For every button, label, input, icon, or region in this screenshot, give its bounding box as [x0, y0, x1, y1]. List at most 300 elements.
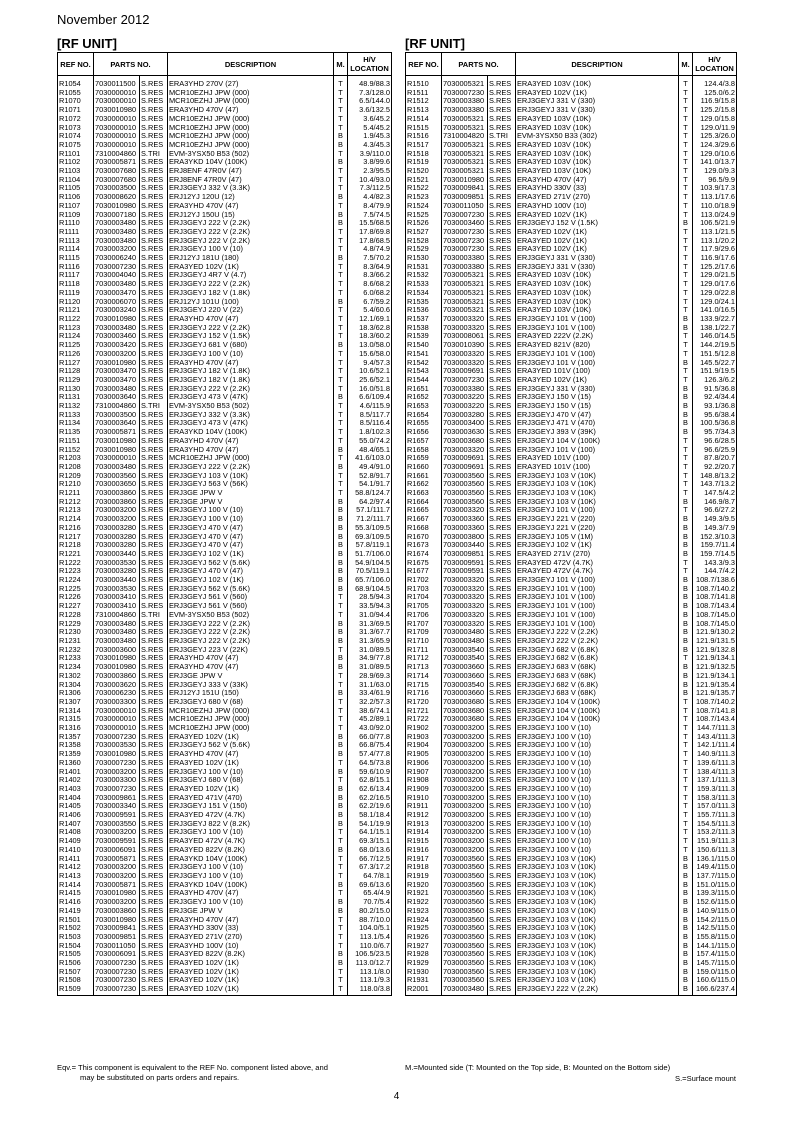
hv-location-cell: 3.6/45.2 — [348, 115, 392, 124]
part-type-cell: S.RES — [488, 846, 516, 855]
mounted-side-cell: B — [334, 898, 348, 907]
ref-no-cell: R1706 — [406, 611, 442, 620]
part-type-cell: S.RES — [488, 254, 516, 263]
part-type-cell: S.RES — [140, 280, 168, 289]
parts-no-cell: 7030007230 — [94, 985, 140, 995]
description-cell: ERA3YHD 470V (47) — [168, 916, 334, 925]
hv-location-cell: 8.3/66.2 — [348, 271, 392, 280]
parts-no-cell: 7030003470 — [94, 376, 140, 385]
part-type-cell: S.RES — [140, 637, 168, 646]
parts-no-cell: 7030005871 — [94, 855, 140, 864]
mounted-side-cell: T — [334, 889, 348, 898]
table-row — [58, 820, 392, 829]
mounted-side-cell: T — [334, 437, 348, 446]
col-header-ref: REF NO. — [58, 53, 94, 76]
parts-table-right-body — [406, 76, 737, 996]
hv-location-cell: 54.1/91.7 — [348, 480, 392, 489]
part-type-cell: S.RES — [140, 602, 168, 611]
description-cell: ERJ3GEYJ 105 V (1M) — [516, 533, 679, 542]
parts-no-cell: 7030003200 — [94, 863, 140, 872]
description-cell: ERA3YED 101V (100) — [516, 454, 679, 463]
description-cell: ERJ3GEYJ 103 V (10K) — [516, 907, 679, 916]
mounted-side-cell: B — [334, 881, 348, 890]
mounted-side-cell: B — [679, 881, 693, 890]
mounted-side-cell: T — [679, 454, 693, 463]
part-type-cell: S.RES — [140, 968, 168, 977]
part-type-cell: S.RES — [488, 968, 516, 977]
mounted-side-cell: T — [334, 976, 348, 985]
table-row — [406, 76, 737, 89]
ref-no-cell: R1925 — [406, 924, 442, 933]
mounted-side-cell: T — [679, 559, 693, 568]
description-cell: ERJ3GEYJ 103 V (10K) — [168, 472, 334, 481]
parts-no-cell: 7030009591 — [442, 567, 488, 576]
parts-no-cell: 7030003400 — [442, 419, 488, 428]
table-row — [58, 576, 392, 585]
part-type-cell: S.RES — [140, 794, 168, 803]
hv-location-cell: 143.3/9.3 — [693, 559, 737, 568]
part-type-cell: S.RES — [488, 524, 516, 533]
parts-no-cell: 7030003200 — [442, 828, 488, 837]
mounted-side-cell: T — [334, 611, 348, 620]
hv-location-cell: 8.3/64.9 — [348, 263, 392, 272]
table-row — [406, 559, 737, 568]
mounted-side-cell: B — [679, 968, 693, 977]
table-row — [406, 89, 737, 98]
description-cell: ERJ3GEYJ 151 V (150) — [168, 802, 334, 811]
table-row — [406, 837, 737, 846]
table-row — [406, 759, 737, 768]
ref-no-cell: R1304 — [58, 681, 94, 690]
part-type-cell: S.RES — [140, 202, 168, 211]
description-cell: ERA3YHD 330V (33) — [168, 924, 334, 933]
description-cell: ERJ3GEYJ 100 V (10) — [168, 506, 334, 515]
hv-location-cell: 103.9/17.3 — [693, 184, 737, 193]
description-cell: ERJ3GEYJ 561 V (560) — [168, 593, 334, 602]
mounted-side-cell: T — [679, 376, 693, 385]
mounted-side-cell: B — [334, 446, 348, 455]
parts-no-cell: 7030003680 — [442, 437, 488, 446]
part-type-cell: S.RES — [488, 802, 516, 811]
table-row — [58, 602, 392, 611]
ref-no-cell: R1504 — [58, 942, 94, 951]
mounted-side-cell: B — [334, 219, 348, 228]
mounted-side-cell: B — [334, 846, 348, 855]
ref-no-cell: R1359 — [58, 750, 94, 759]
hv-location-cell: 6.6/109.4 — [348, 393, 392, 402]
parts-no-cell: 7030003320 — [442, 602, 488, 611]
hv-location-cell: 151.9/111.3 — [693, 837, 737, 846]
part-type-cell: S.RES — [488, 298, 516, 307]
table-row — [406, 376, 737, 385]
description-cell: ERA3YHD 470V (47) — [516, 176, 679, 185]
hv-location-cell: 108.7/141.8 — [693, 707, 737, 716]
table-row — [406, 115, 737, 124]
parts-no-cell: 7030003560 — [442, 959, 488, 968]
hv-location-cell: 69.3/109.5 — [348, 533, 392, 542]
ref-no-cell: R1930 — [406, 968, 442, 977]
mounted-side-cell: T — [334, 489, 348, 498]
part-type-cell: S.RES — [488, 942, 516, 951]
mounted-side-cell: B — [679, 428, 693, 437]
part-type-cell: S.RES — [488, 271, 516, 280]
ref-no-cell: R1928 — [406, 950, 442, 959]
table-row — [406, 898, 737, 907]
parts-no-cell: 7030003560 — [442, 472, 488, 481]
parts-no-cell: 7030005321 — [442, 124, 488, 133]
description-cell: ERJ3GEYJ 222 V (2.2K) — [516, 985, 679, 995]
table-row — [406, 976, 737, 985]
description-cell: ERJ3GEYJ 682 V (6.8K) — [516, 654, 679, 663]
parts-no-cell: 7030003200 — [442, 750, 488, 759]
table-row — [406, 158, 737, 167]
mounted-side-cell: B — [334, 550, 348, 559]
description-cell: ERA3YED 102V (1K) — [516, 237, 679, 246]
part-type-cell: S.RES — [140, 707, 168, 716]
part-type-cell: S.RES — [140, 498, 168, 507]
mounted-side-cell: T — [334, 306, 348, 315]
col-header-description: DESCRIPTION — [168, 53, 334, 76]
description-cell: ERJ3GEYJ 100 V (10) — [516, 811, 679, 820]
description-cell: ERJ3GEYJ 222 V (2.2K) — [168, 280, 334, 289]
mounted-side-cell: T — [334, 324, 348, 333]
hv-location-cell: 48.4/65.1 — [348, 446, 392, 455]
table-row — [58, 811, 392, 820]
ref-no-cell: R1715 — [406, 681, 442, 690]
hv-location-cell: 62.8/15.1 — [348, 776, 392, 785]
parts-no-cell: 7030003480 — [94, 385, 140, 394]
description-cell: ERJ3GEYJ 152 V (1.5K) — [516, 219, 679, 228]
parts-no-cell: 7030009591 — [442, 559, 488, 568]
mounted-side-cell: B — [334, 628, 348, 637]
mounted-side-cell: T — [679, 350, 693, 359]
mounted-side-cell: T — [679, 341, 693, 350]
hv-location-cell: 70.7/5.4 — [348, 898, 392, 907]
hv-location-cell: 166.6/237.4 — [693, 985, 737, 995]
hv-location-cell: 31.3/69.5 — [348, 620, 392, 629]
ref-no-cell: R1306 — [58, 689, 94, 698]
part-type-cell: S.RES — [488, 593, 516, 602]
mounted-side-cell: T — [334, 359, 348, 368]
mounted-side-cell: B — [679, 411, 693, 420]
hv-location-cell: 7.3/128.0 — [348, 89, 392, 98]
hv-location-cell: 121.9/135.4 — [693, 681, 737, 690]
hv-location-cell: 88.7/10.0 — [348, 916, 392, 925]
ref-no-cell: R1133 — [58, 411, 94, 420]
description-cell: ERJ3GEYJ 103 V (10K) — [516, 480, 679, 489]
description-cell: ERJ3GE JPW V — [168, 498, 334, 507]
description-cell: ERJ3GEYJ 471 V (470) — [516, 419, 679, 428]
hv-location-cell: 108.7/140.2 — [693, 698, 737, 707]
part-type-cell: S.RES — [140, 654, 168, 663]
table-row — [406, 924, 737, 933]
mounted-side-cell: B — [679, 889, 693, 898]
hv-location-cell: 65.7/106.0 — [348, 576, 392, 585]
table-row — [406, 541, 737, 550]
table-row — [406, 150, 737, 159]
table-row — [406, 245, 737, 254]
ref-no-cell: R1119 — [58, 289, 94, 298]
mounted-side-cell: T — [334, 672, 348, 681]
mounted-side-cell: T — [334, 855, 348, 864]
hv-location-cell: 108.7/141.8 — [693, 593, 737, 602]
hv-location-cell: 45.2/89.1 — [348, 715, 392, 724]
table-row — [406, 707, 737, 716]
ref-no-cell: R1921 — [406, 889, 442, 898]
ref-no-cell: R1106 — [58, 193, 94, 202]
hv-location-cell: 140.9/111.3 — [693, 750, 737, 759]
table-row — [406, 550, 737, 559]
part-type-cell: S.RES — [140, 419, 168, 428]
table-row — [58, 794, 392, 803]
part-type-cell: S.RES — [488, 184, 516, 193]
part-type-cell: S.RES — [488, 306, 516, 315]
part-type-cell: S.RES — [488, 193, 516, 202]
table-row — [58, 141, 392, 150]
table-row — [58, 950, 392, 959]
description-cell: ERJ3GEYJ 470 V (47) — [168, 533, 334, 542]
parts-no-cell: 7030007180 — [94, 211, 140, 220]
col-header-mounted: M. — [334, 53, 348, 76]
parts-no-cell: 7030006091 — [94, 950, 140, 959]
hv-location-cell: 57.4/77.8 — [348, 750, 392, 759]
table-row — [406, 916, 737, 925]
parts-no-cell: 7030003380 — [442, 97, 488, 106]
description-cell: ERJ3GEYJ 104 V (100K) — [516, 698, 679, 707]
ref-no-cell: R1218 — [58, 541, 94, 550]
ref-no-cell: R1152 — [58, 446, 94, 455]
ref-no-cell: R1224 — [58, 576, 94, 585]
parts-no-cell: 7030003560 — [442, 942, 488, 951]
hv-location-cell: 64.7/8.1 — [348, 872, 392, 881]
ref-no-cell: R1104 — [58, 176, 94, 185]
ref-no-cell: R1411 — [58, 855, 94, 864]
part-type-cell: S.RES — [488, 419, 516, 428]
table-row — [58, 498, 392, 507]
description-cell: ERA3YHD 470V (47) — [168, 106, 334, 115]
mounted-side-cell: T — [334, 367, 348, 376]
ref-no-cell: R1212 — [58, 498, 94, 507]
part-type-cell: S.RES — [140, 698, 168, 707]
description-cell: ERA3YED 271V (270) — [516, 550, 679, 559]
description-cell: ERJ3GEYJ 103 V (10K) — [516, 942, 679, 951]
col-header-parts: PARTS NO. — [94, 53, 168, 76]
table-row — [58, 254, 392, 263]
hv-location-cell: 149.4/115.0 — [693, 863, 737, 872]
hv-location-cell: 155.7/111.3 — [693, 811, 737, 820]
table-row — [406, 855, 737, 864]
ref-no-cell: R1663 — [406, 489, 442, 498]
part-type-cell: S.RES — [488, 863, 516, 872]
part-type-cell: S.RES — [140, 733, 168, 742]
ref-no-cell: R1518 — [406, 150, 442, 159]
part-type-cell: S.RES — [140, 515, 168, 524]
parts-no-cell: 7030009851 — [442, 550, 488, 559]
table-row — [58, 219, 392, 228]
parts-no-cell: 7030003540 — [442, 681, 488, 690]
hv-location-cell: 87.8/20.7 — [693, 454, 737, 463]
ref-no-cell: R1653 — [406, 402, 442, 411]
ref-no-cell: R1209 — [58, 472, 94, 481]
mounted-side-cell: B — [679, 550, 693, 559]
part-type-cell: S.RES — [140, 550, 168, 559]
mounted-side-cell: T — [334, 593, 348, 602]
table-row — [58, 115, 392, 124]
description-cell: ERJ12YJ 181U (180) — [168, 254, 334, 263]
parts-no-cell: 7030003640 — [94, 393, 140, 402]
table-row — [406, 332, 737, 341]
mounted-side-cell: B — [679, 385, 693, 394]
parts-no-cell: 7030005321 — [442, 115, 488, 124]
part-type-cell: S.RES — [140, 411, 168, 420]
parts-no-cell: 7030010980 — [94, 106, 140, 115]
table-row — [406, 776, 737, 785]
mounted-side-cell: T — [334, 454, 348, 463]
parts-no-cell: 7030008620 — [94, 193, 140, 202]
description-cell: ERJ3GEYJ 103 V (10K) — [516, 968, 679, 977]
parts-no-cell: 7030007230 — [442, 376, 488, 385]
table-row — [58, 889, 392, 898]
part-type-cell: S.RES — [488, 881, 516, 890]
part-type-cell: S.RES — [488, 176, 516, 185]
ref-no-cell: R1510 — [406, 76, 442, 89]
description-cell: ERJ3GEYJ 680 V (68) — [168, 776, 334, 785]
description-cell: ERJ8ENF 47R0V (47) — [168, 176, 334, 185]
parts-no-cell: 7030003560 — [442, 881, 488, 890]
table-row — [406, 637, 737, 646]
description-cell: ERA3YED 103V (10K) — [516, 150, 679, 159]
ref-no-cell: R1360 — [58, 759, 94, 768]
hv-location-cell: 8.4/79.9 — [348, 202, 392, 211]
ref-no-cell: R1222 — [58, 559, 94, 568]
parts-no-cell: 7030006240 — [94, 254, 140, 263]
mounted-side-cell: T — [334, 167, 348, 176]
part-type-cell: S.RES — [140, 106, 168, 115]
mounted-side-cell: T — [679, 768, 693, 777]
parts-no-cell: 7030010980 — [94, 916, 140, 925]
description-cell: ERJ3GEYJ 680 V (68) — [168, 698, 334, 707]
ref-no-cell: R1075 — [58, 141, 94, 150]
table-row — [58, 559, 392, 568]
table-row — [58, 898, 392, 907]
description-cell: ERJ3GEYJ 222 V (2.2K) — [168, 385, 334, 394]
ref-no-cell: R1521 — [406, 176, 442, 185]
mounted-side-cell: B — [334, 158, 348, 167]
description-cell: ERJ3GEYJ 101 V (100) — [516, 611, 679, 620]
part-type-cell: S.RES — [488, 559, 516, 568]
description-cell: EVM-3YSX50 B53 (502) — [168, 611, 334, 620]
mounted-side-cell: B — [679, 959, 693, 968]
ref-no-cell: R1130 — [58, 385, 94, 394]
part-type-cell: S.RES — [140, 959, 168, 968]
parts-no-cell: 7030007230 — [94, 785, 140, 794]
table-row — [58, 881, 392, 890]
parts-no-cell: 7030003200 — [442, 802, 488, 811]
table-row — [58, 628, 392, 637]
parts-no-cell: 7030007230 — [94, 968, 140, 977]
hv-location-cell: 108.7/140.2 — [693, 585, 737, 594]
hv-location-cell: 140.9/115.0 — [693, 907, 737, 916]
description-cell: ERA3YED 102V (1K) — [516, 245, 679, 254]
part-type-cell: S.RES — [488, 985, 516, 995]
col-header-parts: PARTS NO. — [442, 53, 516, 76]
ref-no-cell: R1913 — [406, 820, 442, 829]
hv-location-cell: 48.9/88.3 — [348, 76, 392, 89]
parts-no-cell: 7030005321 — [442, 306, 488, 315]
part-type-cell: S.RES — [140, 141, 168, 150]
parts-no-cell: 7030003540 — [442, 646, 488, 655]
mounted-side-cell: B — [334, 576, 348, 585]
parts-no-cell: 7030005321 — [442, 298, 488, 307]
ref-no-cell: R1511 — [406, 89, 442, 98]
table-row — [58, 933, 392, 942]
mounted-side-cell: T — [334, 924, 348, 933]
description-cell: ERJ3GEYJ 222 V (2.2K) — [168, 628, 334, 637]
ref-no-cell: R1917 — [406, 855, 442, 864]
hv-location-cell: 158.3/111.3 — [693, 794, 737, 803]
table-row — [406, 350, 737, 359]
description-cell: ERA3YED 103V (10K) — [516, 167, 679, 176]
hv-location-cell: 31.0/89.5 — [348, 646, 392, 655]
description-cell: ERA3YHD 470V (47) — [168, 663, 334, 672]
ref-no-cell: R1927 — [406, 942, 442, 951]
description-cell: ERJ3GEYJ 222 V (2.2K) — [168, 219, 334, 228]
hv-location-cell: 1.9/45.3 — [348, 132, 392, 141]
table-row — [406, 533, 737, 542]
part-type-cell: S.RES — [140, 132, 168, 141]
hv-location-cell: 15.6/58.0 — [348, 350, 392, 359]
table-row — [406, 567, 737, 576]
part-type-cell: S.RES — [140, 211, 168, 220]
parts-no-cell: 7030003200 — [442, 837, 488, 846]
mounted-side-cell: T — [334, 106, 348, 115]
ref-no-cell: R1904 — [406, 741, 442, 750]
ref-no-cell: R1714 — [406, 672, 442, 681]
ref-no-cell: R1121 — [58, 306, 94, 315]
parts-no-cell: 7030009841 — [442, 184, 488, 193]
part-type-cell: S.RES — [488, 359, 516, 368]
ref-no-cell: R1675 — [406, 559, 442, 568]
hv-location-cell: 104.0/5.1 — [348, 924, 392, 933]
parts-no-cell: 7030005871 — [94, 428, 140, 437]
hv-location-cell: 129.0/22.8 — [693, 289, 737, 298]
ref-no-cell: R1534 — [406, 289, 442, 298]
part-type-cell: S.RES — [488, 115, 516, 124]
hv-location-cell: 149.3/7.9 — [693, 524, 737, 533]
part-type-cell: S.RES — [488, 219, 516, 228]
ref-no-cell: R1544 — [406, 376, 442, 385]
mounted-side-cell: T — [679, 306, 693, 315]
ref-no-cell: R1670 — [406, 533, 442, 542]
table-row — [406, 663, 737, 672]
part-type-cell: S.RES — [488, 533, 516, 542]
mounted-side-cell: T — [334, 271, 348, 280]
ref-no-cell: R1537 — [406, 315, 442, 324]
part-type-cell: S.RES — [140, 741, 168, 750]
part-type-cell: S.RES — [488, 637, 516, 646]
part-type-cell: S.RES — [140, 385, 168, 394]
hv-location-cell: 58.1/18.4 — [348, 811, 392, 820]
mounted-side-cell: B — [679, 863, 693, 872]
table-row — [406, 524, 737, 533]
parts-no-cell: 7030003200 — [442, 794, 488, 803]
ref-no-cell: R1539 — [406, 332, 442, 341]
description-cell: ERA3YED 101V (100) — [516, 367, 679, 376]
parts-no-cell: 7030011050 — [94, 942, 140, 951]
parts-no-cell: 7030003480 — [94, 324, 140, 333]
table-row — [406, 463, 737, 472]
ref-no-cell: R1402 — [58, 776, 94, 785]
